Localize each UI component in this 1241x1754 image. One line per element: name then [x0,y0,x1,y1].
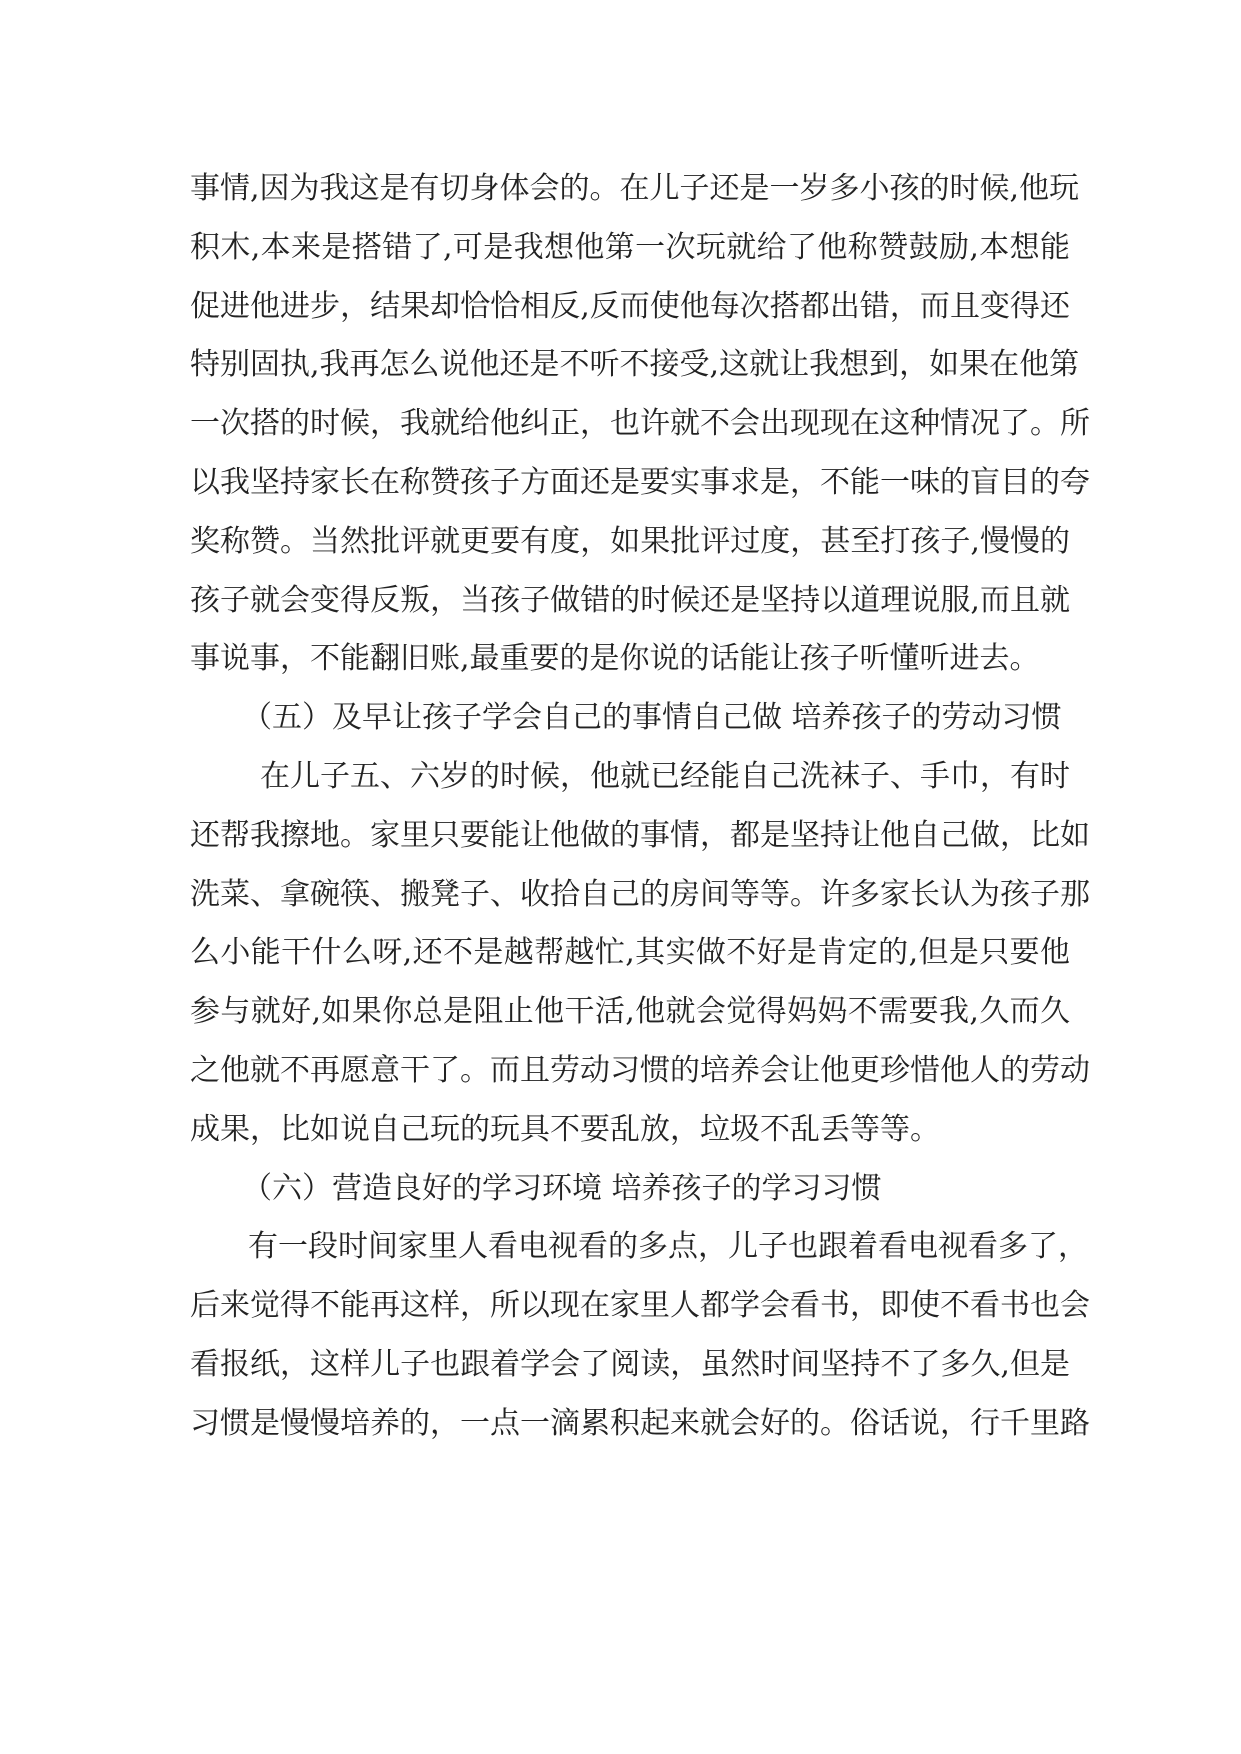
text-line: 成果，比如说自己玩的玩具不要乱放，垃圾不乱丢等等。 [190,1111,940,1147]
text-line: 之他就不再愿意干了。而且劳动习惯的培养会让他更珍惜他人的劳动 [190,1052,1090,1088]
text-line: 参与就好,如果你总是阻止他干活,他就会觉得妈妈不需要我,久而久 [190,994,1070,1030]
text-line: 促进他进步，结果却恰恰相反,反而使他每次搭都出错，而且变得还 [190,288,1070,324]
text-line: 特别固执,我再怎么说他还是不听不接受,这就让我想到，如果在他第 [190,347,1080,383]
section-heading-six: （六）营造良好的学习环境 培养孩子的学习习惯 [242,1170,882,1206]
text-line: 一次搭的时候，我就给他纠正，也许就不会出现现在这种情况了。所 [190,406,1090,442]
text-line: 习惯是慢慢培养的，一点一滴累积起来就会好的。俗话说，行千里路 [190,1405,1090,1441]
text-line: 后来觉得不能再这样，所以现在家里人都学会看书，即使不看书也会 [190,1288,1090,1324]
text-line: 洗菜、拿碗筷、搬凳子、收拾自己的房间等等。许多家长认为孩子那 [190,876,1090,912]
text-line: 有一段时间家里人看电视看的多点，儿子也跟着看电视看多了， [248,1229,1088,1265]
section-heading-five: （五）及早让孩子学会自己的事情自己做 培养孩子的劳动习惯 [242,700,1062,736]
text-line: 还帮我擦地。家里只要能让他做的事情，都是坚持让他自己做，比如 [190,817,1090,853]
text-line: 事情,因为我这是有切身体会的。在儿子还是一岁多小孩的时候,他玩 [190,171,1080,206]
text-line: 积木,本来是搭错了,可是我想他第一次玩就给了他称赞鼓励,本想能 [190,229,1070,265]
text-line: 奖称赞。当然批评就更要有度，如果批评过度，甚至打孩子,慢慢的 [190,523,1070,559]
body-text [190,160,1090,1454]
text-line: 看报纸，这样儿子也跟着学会了阅读，虽然时间坚持不了多久,但是 [190,1346,1070,1382]
text-line: 在儿子五、六岁的时候，他就已经能自己洗袜子、手巾，有时 [260,758,1070,794]
text-line: 以我坚持家长在称赞孩子方面还是要实事求是，不能一味的盲目的夸 [190,464,1090,500]
text-line: 事说事，不能翻旧账,最重要的是你说的话能让孩子听懂听进去。 [190,641,1040,677]
text-line: 么小能干什么呀,还不是越帮越忙,其实做不好是肯定的,但是只要他 [190,935,1070,971]
text-line: 孩子就会变得反叛，当孩子做错的时候还是坚持以道理说服,而且就 [190,582,1070,618]
